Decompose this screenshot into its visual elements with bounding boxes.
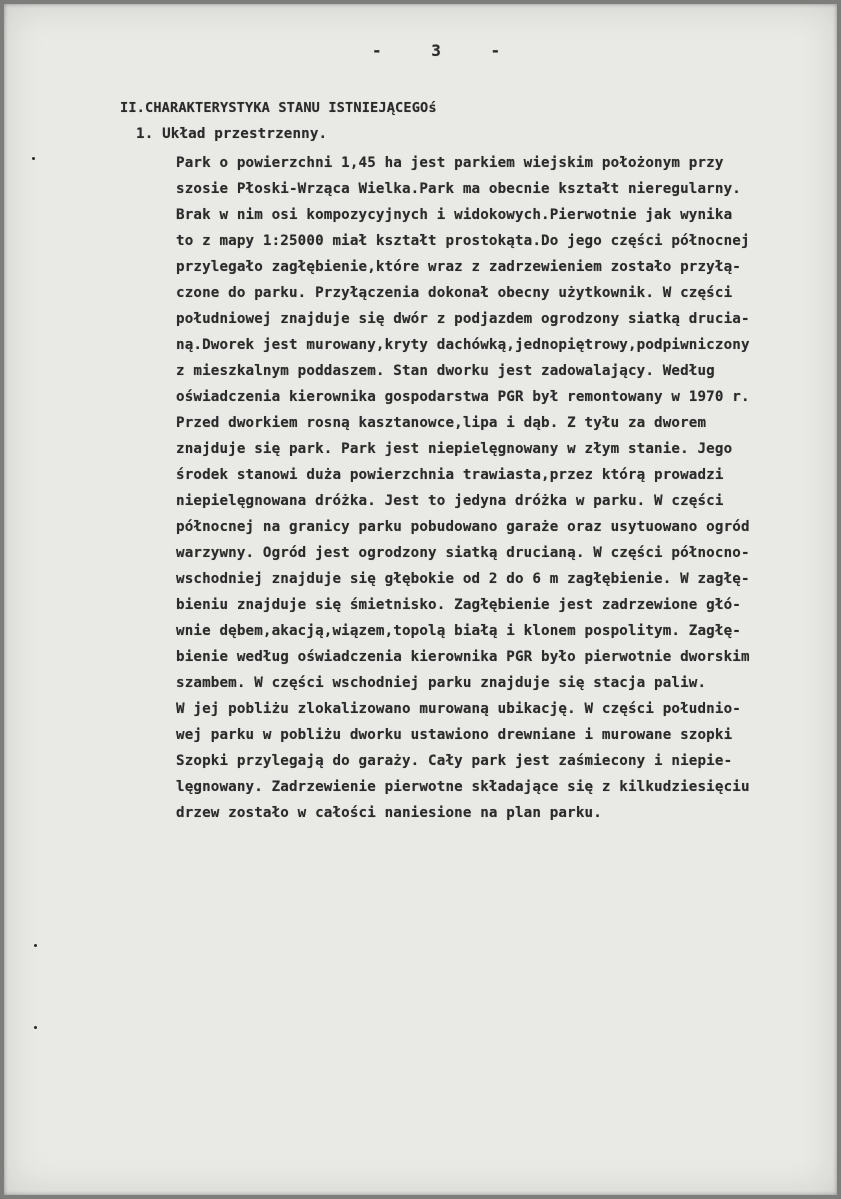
body-line: znajduje się park. Park jest niepielęgnowany w złym stanie. Jego	[176, 441, 733, 457]
section-heading: II.CHARAKTERYSTYKA STANU ISTNIEJĄCEGOś	[120, 100, 437, 116]
body-line: szosie Płoski-Wrząca Wielka.Park ma obecnie kształt nieregularny.	[176, 181, 741, 197]
body-line: ną.Dworek jest murowany,kryty dachówką,jednopiętrowy,podpiwniczony	[176, 337, 750, 353]
body-line: niepielęgnowana dróżka. Jest to jedyna dróżka w parku. W części	[176, 493, 724, 509]
body-line: W jej pobliżu zlokalizowano murowaną ubikację. W części południo-	[176, 701, 741, 717]
body-line: środek stanowi duża powierzchnia trawiasta,przez którą prowadzi	[176, 467, 724, 483]
body-line: Park o powierzchni 1,45 ha jest parkiem wiejskim położonym przy	[176, 155, 724, 171]
body-line: oświadczenia kierownika gospodarstwa PGR był remontowany w 1970 r.	[176, 389, 750, 405]
body-line: wej parku w pobliżu dworku ustawiono drewniane i murowane szopki	[176, 727, 733, 743]
body-line: czone do parku. Przyłączenia dokonał obecny użytkownik. W części	[176, 285, 733, 301]
body-line: bienie według oświadczenia kierownika PGR było pierwotnie dworskim	[176, 649, 750, 665]
body-line: północnej na granicy parku pobudowano garaże oraz usytuowano ogród	[176, 519, 750, 535]
punch-mark	[34, 1026, 37, 1029]
punch-mark	[32, 157, 35, 160]
body-line: szambem. W części wschodniej parku znajduje się stacja paliw.	[176, 675, 707, 691]
body-line: wschodniej znajduje się głębokie od 2 do 6 m zagłębienie. W zagłę-	[176, 571, 750, 587]
body-line: Brak w nim osi kompozycyjnych i widokowych.Pierwotnie jak wynika	[176, 207, 733, 223]
subsection-heading: 1. Układ przestrzenny.	[136, 126, 328, 142]
body-line: bieniu znajduje się śmietnisko. Zagłębienie jest zadrzewione głó-	[176, 597, 741, 613]
body-line: Przed dworkiem rosną kasztanowce,lipa i dąb. Z tyłu za dworem	[176, 415, 707, 431]
body-line: z mieszkalnym poddaszem. Stan dworku jest zadowalający. Według	[176, 363, 715, 379]
body-line: lęgnowany. Zadrzewienie pierwotne składające się z kilkudziesięciu	[176, 779, 750, 795]
body-line: drzew zostało w całości naniesione na plan parku.	[176, 805, 602, 821]
body-line: to z mapy 1:25000 miał kształt prostokąta.Do jego części północnej	[176, 233, 750, 249]
body-line: przylegało zagłębienie,które wraz z zadrzewieniem zostało przyłą-	[176, 259, 741, 275]
body-line: warzywny. Ogród jest ogrodzony siatką drucianą. W części północno-	[176, 545, 750, 561]
document-page	[4, 4, 837, 1195]
body-line: Szopki przylegają do garaży. Cały park jest zaśmiecony i niepie-	[176, 753, 733, 769]
punch-mark	[34, 944, 37, 947]
page-number: - 3 -	[372, 41, 521, 60]
body-line: południowej znajduje się dwór z podjazdem ogrodzony siatką drucia-	[176, 311, 750, 327]
body-line: wnie dębem,akacją,wiązem,topolą białą i klonem pospolitym. Zagłę-	[176, 623, 741, 639]
